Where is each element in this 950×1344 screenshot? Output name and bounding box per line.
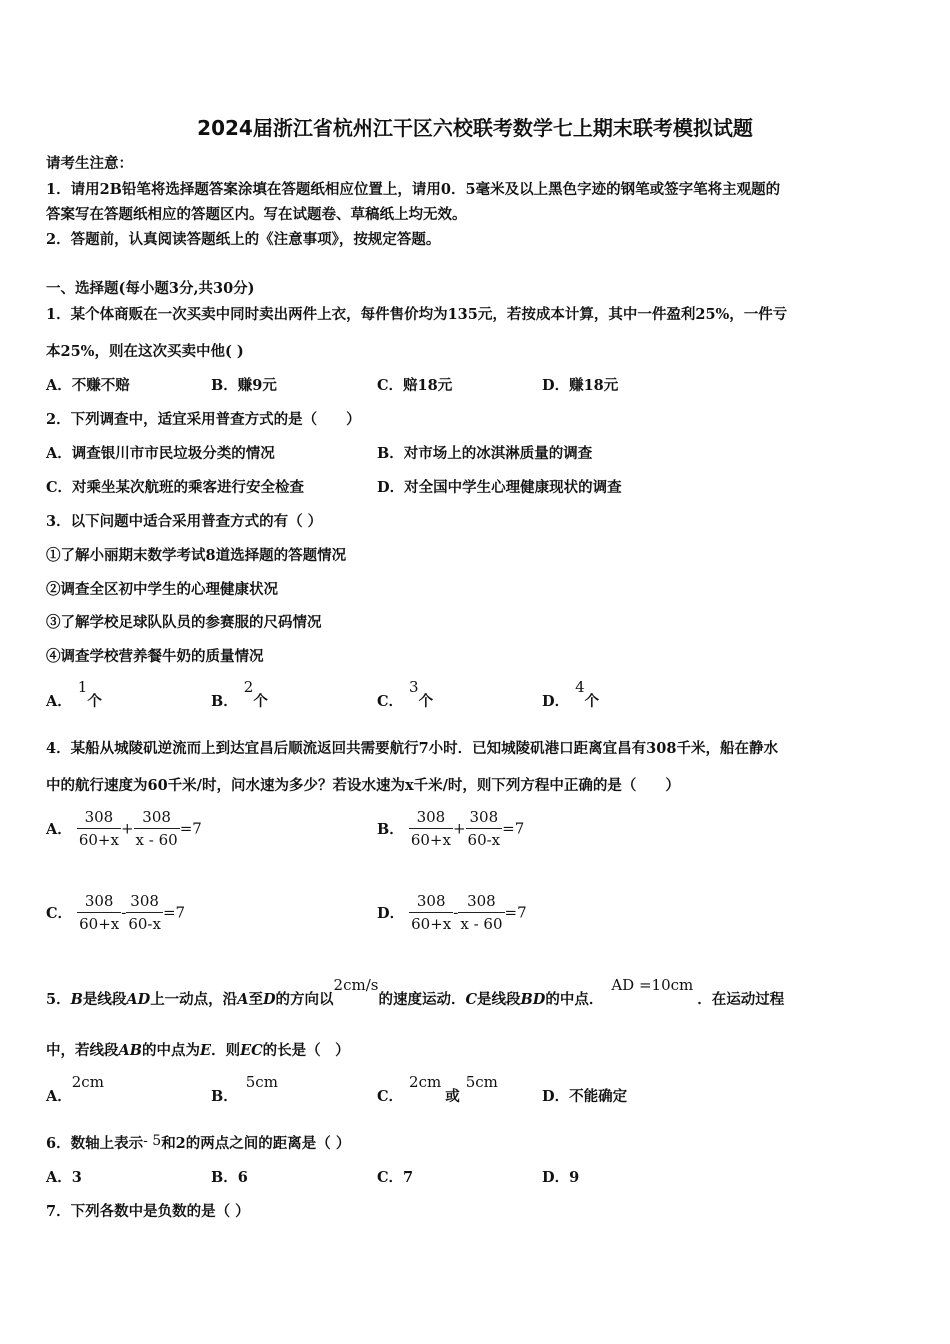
q4-c-f2-num: 308 bbox=[126, 890, 163, 913]
q2-option-d: D．对全国中学生心理健康现状的调查 bbox=[377, 479, 622, 496]
q5-option-b bbox=[211, 1073, 278, 1106]
q4-option-c-label: C． bbox=[46, 905, 73, 922]
q5-stem-line1 bbox=[46, 976, 785, 1009]
q4-c-fraction-1 bbox=[77, 890, 121, 935]
q4-c-f1-num: 308 bbox=[77, 890, 121, 913]
q2-option-c: C．对乘坐某次航班的乘客进行安全检查 bbox=[46, 479, 305, 496]
q3-option-b-unit: 个 bbox=[253, 693, 268, 710]
q4-option-d bbox=[377, 890, 527, 935]
q5-speed: 2cm/s bbox=[333, 976, 379, 994]
q3-option-b-label: B． bbox=[211, 693, 238, 710]
q5-text-9: ．在运动过程 bbox=[697, 991, 785, 1008]
q3-option-d-unit: 个 bbox=[584, 693, 600, 710]
q5-line2-text-c: ．则 bbox=[211, 1042, 241, 1059]
q3-option-d-number: 4 bbox=[575, 678, 585, 696]
q2-stem: 2．下列调查中，适宜采用普查方式的是（ ） bbox=[46, 411, 361, 428]
q5-option-a bbox=[46, 1073, 104, 1106]
q5-option-c-value-1: 2cm bbox=[409, 1073, 442, 1091]
q4-a-fraction-1 bbox=[77, 806, 121, 851]
q3-option-b-number: 2 bbox=[243, 678, 254, 696]
q6-option-a: A．3 bbox=[46, 1169, 82, 1186]
q1-option-d: D．赚18元 bbox=[542, 377, 619, 394]
q4-a-f1-den: 60+x bbox=[78, 831, 119, 849]
q5-text-3: 上一动点，沿 bbox=[150, 991, 238, 1008]
q4-stem-line1: 4．某船从城陵矶逆流而上到达宜昌后顺流返回共需要航行7小时．已知城陵矶港口距离宜昌有308千米，船在静水 bbox=[46, 740, 778, 757]
q4-d-op: - bbox=[453, 903, 459, 922]
q4-a-f2-den: x - 60 bbox=[135, 831, 178, 849]
notice-line-1b: 答案写在答题纸相应的答题区内。写在试题卷、草稿纸上均无效。 bbox=[46, 206, 467, 223]
q1-option-c: C．赔18元 bbox=[377, 377, 453, 394]
q5-var-ec: EC bbox=[240, 1042, 263, 1059]
q4-d-f2-den: x - 60 bbox=[460, 915, 503, 933]
q4-c-op: - bbox=[121, 903, 127, 922]
notice-heading: 请考生注意： bbox=[46, 155, 133, 172]
q1-option-b: B．赚9元 bbox=[211, 377, 277, 394]
q3-option-c-number: 3 bbox=[409, 678, 419, 696]
q5-line2-text-d: 的长是（ ） bbox=[262, 1042, 350, 1059]
q3-option-a-unit: 个 bbox=[87, 693, 102, 710]
q5-stem-line2 bbox=[46, 1039, 350, 1060]
q5-ad-equation: AD =10cm bbox=[611, 976, 694, 994]
q3-option-c-unit: 个 bbox=[418, 693, 434, 710]
q4-d-f1-den: 60+x bbox=[411, 915, 452, 933]
q5-var-d: D bbox=[262, 991, 276, 1008]
q3-option-a bbox=[46, 678, 102, 711]
q3-item-1: ①了解小丽期末数学考试8道选择题的答题情况 bbox=[46, 547, 347, 564]
q4-b-f1-den: 60+x bbox=[410, 831, 451, 849]
q3-option-b bbox=[211, 678, 268, 711]
q6-negative-number: - 5 bbox=[143, 1133, 162, 1149]
q6-stem bbox=[46, 1132, 350, 1153]
q4-a-f2-num: 308 bbox=[134, 806, 180, 829]
q5-option-c-value-2: 5cm bbox=[465, 1073, 498, 1091]
q4-c-f1-den: 60+x bbox=[79, 915, 120, 933]
q6-option-c: C．7 bbox=[377, 1169, 414, 1186]
q1-stem-line1: 1．某个体商贩在一次买卖中同时卖出两件上衣，每件售价均为135元，若按成本计算，其中一件盈利25%，一件亏 bbox=[46, 306, 788, 323]
q5-text-7: 是线段 bbox=[477, 991, 521, 1008]
q6-option-d: D．9 bbox=[542, 1169, 580, 1186]
q4-a-fraction-2 bbox=[134, 806, 180, 851]
q5-option-b-label: B． bbox=[211, 1088, 238, 1105]
q4-b-op: + bbox=[452, 819, 466, 838]
q4-d-fraction-2 bbox=[458, 890, 504, 935]
q5-var-e: E bbox=[200, 1042, 212, 1059]
q5-option-a-value: 2cm bbox=[71, 1073, 104, 1091]
q4-option-a-label: A． bbox=[46, 821, 72, 838]
q4-a-f1-num: 308 bbox=[77, 806, 121, 829]
q5-option-a-label: A． bbox=[46, 1088, 72, 1105]
q6-text-2: 和2的两点之间的距离是（ ） bbox=[161, 1135, 351, 1152]
q4-a-rhs: =7 bbox=[179, 819, 202, 838]
q5-var-b: B bbox=[70, 991, 83, 1008]
q3-option-a-number: 1 bbox=[77, 678, 88, 696]
q4-d-fraction-1 bbox=[409, 890, 453, 935]
q5-line2-text-a: 中，若线段 bbox=[46, 1042, 119, 1059]
q4-b-fraction-2 bbox=[466, 806, 503, 851]
q3-item-2: ②调查全区初中学生的心理健康状况 bbox=[46, 581, 278, 598]
q6-text-1: 6．数轴上表示 bbox=[46, 1135, 144, 1152]
q4-b-fraction-1 bbox=[409, 806, 453, 851]
q7-stem: 7．下列各数中是负数的是（ ） bbox=[46, 1203, 250, 1220]
q5-text-6: 的速度运动． bbox=[378, 991, 466, 1008]
q4-a-op: + bbox=[120, 819, 134, 838]
q3-option-c bbox=[377, 678, 434, 711]
q4-option-a bbox=[46, 806, 202, 851]
q4-b-f1-num: 308 bbox=[409, 806, 453, 829]
q5-option-c bbox=[377, 1073, 498, 1106]
q2-option-a: A．调查银川市市民垃圾分类的情况 bbox=[46, 445, 275, 462]
q4-d-f1-num: 308 bbox=[409, 890, 453, 913]
q3-option-d bbox=[542, 678, 600, 711]
q5-var-a: A bbox=[237, 991, 249, 1008]
q4-b-rhs: =7 bbox=[502, 819, 525, 838]
q5-var-c: C bbox=[465, 991, 477, 1008]
q5-var-bd: BD bbox=[520, 991, 546, 1008]
q1-stem-line2: 本25%，则在这次买卖中他( ) bbox=[46, 343, 244, 360]
section-heading: 一、选择题(每小题3分,共30分) bbox=[46, 280, 255, 297]
q5-text-4: 至 bbox=[248, 991, 263, 1008]
q5-option-b-value: 5cm bbox=[245, 1073, 278, 1091]
q5-option-c-or: 或 bbox=[445, 1088, 460, 1105]
q5-text-2: 是线段 bbox=[82, 991, 127, 1008]
q5-text-8: 的中点． bbox=[545, 991, 604, 1008]
q4-stem-line2: 中的航行速度为60千米/时，问水速为多少？若设水速为x千米/时，则下列方程中正确的是（ ） bbox=[46, 777, 680, 794]
q4-c-f2-den: 60-x bbox=[128, 915, 161, 933]
q5-text-5: 的方向以 bbox=[275, 991, 334, 1008]
q5-option-c-label: C． bbox=[377, 1088, 404, 1105]
notice-line-1a: 1．请用2B铅笔将选择题答案涂填在答题纸相应位置上，请用0．5毫米及以上黑色字迹的钢笔或签字笔将主观题的 bbox=[46, 181, 781, 198]
q5-number: 5． bbox=[46, 991, 71, 1008]
q4-option-b bbox=[377, 806, 524, 851]
q1-option-a: A．不赚不赔 bbox=[46, 377, 130, 394]
page-title: 2024届浙江省杭州江干区六校联考数学七上期末联考模拟试题 bbox=[197, 116, 753, 140]
notice-line-2: 2．答题前，认真阅读答题纸上的《注意事项》，按规定答题。 bbox=[46, 231, 441, 248]
q4-b-f2-num: 308 bbox=[466, 806, 503, 829]
q4-option-c bbox=[46, 890, 185, 935]
q2-option-b: B．对市场上的冰淇淋质量的调查 bbox=[377, 445, 593, 462]
q4-b-f2-den: 60-x bbox=[467, 831, 501, 849]
q5-var-ad: AD bbox=[126, 991, 151, 1008]
q5-option-d: D．不能确定 bbox=[542, 1088, 628, 1105]
q3-option-d-label: D． bbox=[542, 693, 570, 710]
q3-option-c-label: C． bbox=[377, 693, 404, 710]
q5-line2-text-b: 的中点为 bbox=[142, 1042, 201, 1059]
q3-stem: 3．以下问题中适合采用普查方式的有（ ） bbox=[46, 513, 323, 530]
q4-option-d-label: D． bbox=[377, 905, 405, 922]
q4-c-rhs: =7 bbox=[162, 903, 186, 922]
q6-option-b: B．6 bbox=[211, 1169, 248, 1186]
q4-d-f2-num: 308 bbox=[458, 890, 504, 913]
q4-d-rhs: =7 bbox=[504, 903, 527, 922]
q3-item-4: ④调查学校营养餐牛奶的质量情况 bbox=[46, 648, 264, 665]
q4-option-b-label: B． bbox=[377, 821, 404, 838]
q4-c-fraction-2 bbox=[126, 890, 163, 935]
q5-var-ab: AB bbox=[118, 1042, 143, 1059]
q3-item-3: ③了解学校足球队队员的参赛服的尺码情况 bbox=[46, 614, 322, 631]
q3-option-a-label: A． bbox=[46, 693, 72, 710]
